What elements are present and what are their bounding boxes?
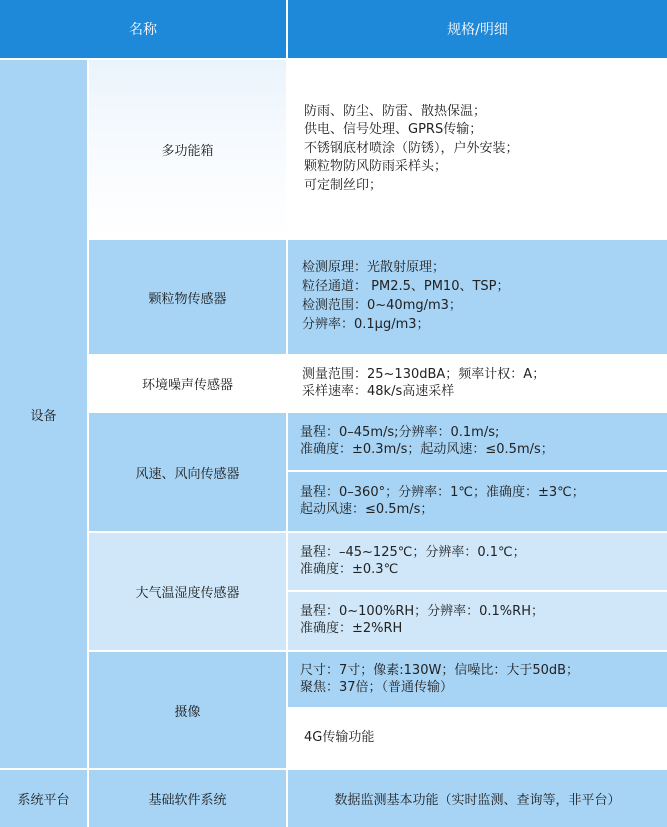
- spec-line: 4G传输功能: [304, 730, 375, 746]
- header-spec-text: 规格/明细: [447, 22, 508, 38]
- header-name-text: 名称: [129, 22, 157, 38]
- spec-line: 颗粒物防风防雨采样头；: [304, 159, 448, 175]
- group-equipment: [0, 60, 87, 768]
- name-th-text: 大气温湿度传感器: [135, 586, 240, 601]
- name-box-text: 多功能箱: [161, 143, 214, 159]
- spec-th-2: [288, 592, 667, 650]
- spec-line: 防雨、防尘、防雷、散热保温；: [304, 103, 487, 119]
- name-camera-text: 摄像: [174, 704, 201, 720]
- header-name: [0, 0, 286, 58]
- name-wind-text: 风速、风向传感器: [135, 466, 240, 482]
- spec-line: 量程：0–360°；分辨率：1℃；准确度：±3℃；: [300, 484, 585, 500]
- spec-line: 量程：–45~125℃；分辨率：0.1℃；: [300, 544, 526, 560]
- group-platform: [0, 770, 87, 827]
- spec-line: 准确度：±0.3m/s；起动风速：≤0.5m/s；: [300, 441, 554, 457]
- spec-line: 量程：0~100%RH；分辨率：0.1%RH；: [300, 604, 544, 620]
- spec-line: 测量范围：25~130dBA；频率计权：A；: [302, 366, 546, 382]
- spec-wind-1: [288, 413, 667, 470]
- spec-line: 起动风速：≤0.5m/s；: [300, 501, 434, 517]
- header-spec: [288, 0, 667, 58]
- spec-th-1: [288, 533, 667, 590]
- spec-line: 量程：0–45m/s;分辨率：0.1m/s;: [300, 424, 500, 440]
- group-equipment-text: 设备: [30, 408, 57, 424]
- spec-wind-2: [288, 472, 667, 531]
- spec-camera-2: [288, 709, 667, 768]
- spec-line: 准确度：±0.3℃: [300, 561, 399, 577]
- name-particle-text: 颗粒物传感器: [148, 291, 227, 307]
- spec-line: 聚焦：37倍；（普通传输）: [300, 679, 454, 695]
- name-noise: [89, 356, 286, 411]
- spec-line: 分辨率：0.1μg/m3；: [302, 316, 430, 332]
- name-noise-text: 环境噪声传感器: [141, 378, 233, 393]
- name-wind: [89, 413, 286, 531]
- spec-particle: [288, 240, 667, 354]
- spec-line: 采样速率：48k/s高速采样: [302, 383, 455, 399]
- spec-line: 准确度：±2%RH: [300, 621, 403, 636]
- spec-line: 不锈钢底材喷涂（防锈），户外安装；: [304, 140, 519, 156]
- group-platform-text: 系统平台: [17, 793, 70, 808]
- spec-box: [288, 60, 667, 238]
- spec-line: 粒径通道： PM2.5、PM10、TSP；: [302, 279, 510, 295]
- name-software: [89, 770, 286, 827]
- spec-line: 检测原理：光散射原理；: [302, 260, 446, 276]
- spec-noise: [288, 356, 667, 411]
- spec-line: 检测范围：0~40mg/m3；: [302, 298, 462, 313]
- name-box: [89, 60, 286, 238]
- name-software-text: 基础软件系统: [148, 793, 227, 808]
- name-particle: [89, 240, 286, 354]
- spec-line: 可定制丝印；: [304, 177, 383, 193]
- spec-software: [288, 770, 667, 827]
- spec-software-text: 数据监测基本功能（实时监测、查询等，非平台）: [334, 793, 621, 808]
- spec-camera-1: [288, 652, 667, 707]
- spec-line: 尺寸：7寸；像素:130W；信噪比：大于50dB；: [300, 662, 580, 678]
- spec-line: 供电、信号处理、GPRS传输；: [304, 122, 483, 138]
- name-th: [89, 533, 286, 650]
- name-camera: [89, 652, 286, 768]
